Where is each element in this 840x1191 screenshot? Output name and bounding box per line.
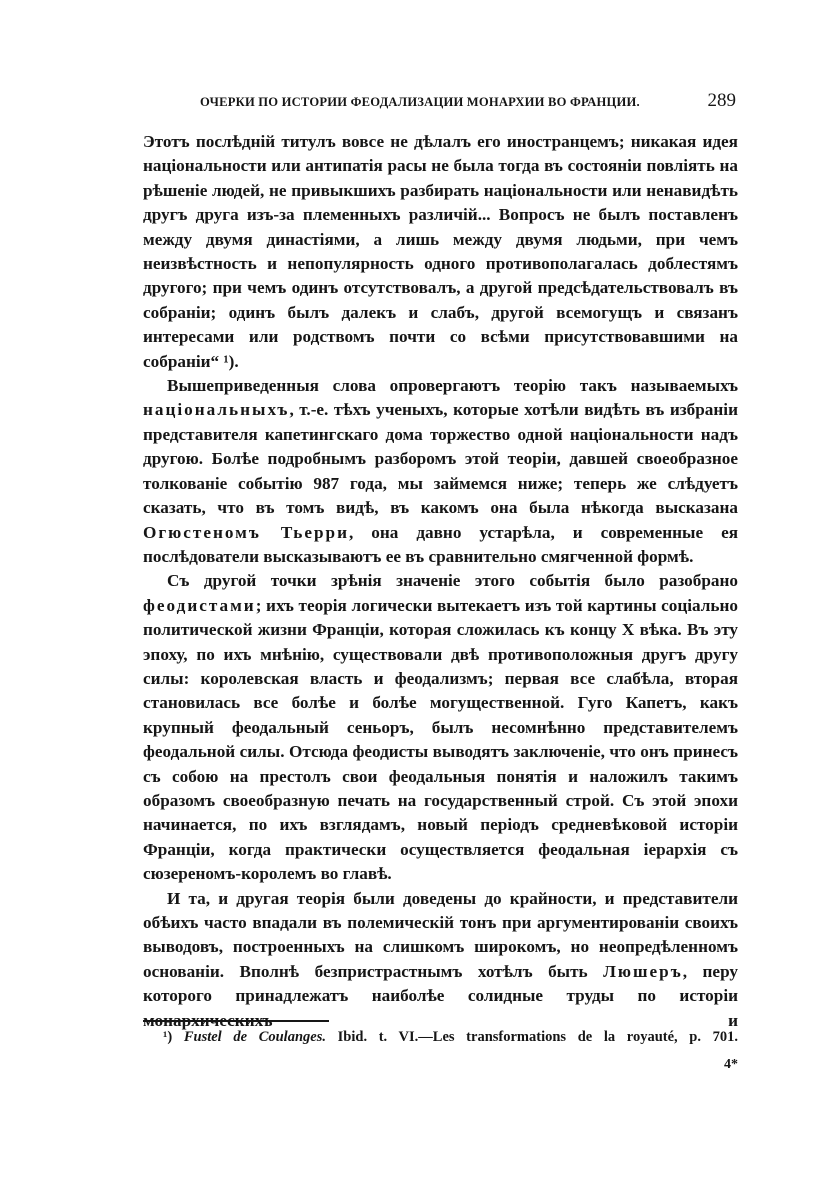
page-number: 289 [707,90,736,111]
footnote [163,1029,738,1046]
paragraph-text: И та, и другая теорія были доведены до крайности, и представители обѣихъ часто впадали въ полемическій тонъ при аргументированіи своихъ выводовъ, построенныхъ на слишкомъ широкомъ, но неопредѣленномъ основаніи. Вполнѣ безпристрастнымъ хотѣлъ быть [143,888,738,981]
paragraph-feudists [143,569,738,886]
paragraph-text: Этотъ послѣдній титулъ вовсе не дѣлалъ его иностранцемъ; никакая идея національности или антипатія расы не была тогда въ состояніи повліять на рѣшеніе людей, не привыкшихъ разбирать національности или ненавидѣть другъ друга изъ-за племенныхъ различій... Вопросъ не былъ поставленъ между двумя династіями, а лишь между двумя людьми, при чемъ неизвѣстность и непопулярность одного противополагалась доблестямъ другого; при чемъ одинъ отсутствовалъ, а другой предсѣдательствовалъ въ собраніи; одинъ былъ далекъ и слабъ, другой всемогущъ и связанъ интересами или родствомъ почти со всѣми присутствовавшими на собраніи“ ¹). [143,132,738,371]
footnote-divider [143,1020,329,1022]
main-text [143,130,738,1033]
footnote-marker: ¹) [163,1029,173,1045]
spaced-name: Огюстеномъ Тьерри [143,522,350,542]
paragraph-text: Вышеприведенныя слова опровергаютъ теорію такъ называемыхъ [167,376,738,396]
footnote-author: Fustel de Coulanges. [183,1029,326,1045]
spaced-term: феодистами [143,595,256,615]
spaced-term: національныхъ [143,400,290,420]
spaced-name: Люшеръ [603,961,683,981]
printer-signature: 4* [724,1057,738,1072]
paragraph-text: Съ другой точки зрѣнія значеніе этого событія было разобрано [167,571,738,591]
running-header [143,92,738,116]
paragraph-text: , она давно устарѣла, и современные ея послѣдователи высказываютъ ее въ сравнительно смягченной формѣ. [143,522,738,566]
paragraph-text: ; ихъ теорія логически вытекаетъ изъ той картины соціально политической жизни Франціи, которая сложилась къ концу X вѣка. Въ эту эпоху, по ихъ мнѣнію, существовали двѣ противоположныя другъ другу силы: королевская власть и феодализмъ; первая все слабѣла, вторая становилась все болѣе и болѣе могущественной. Гуго Капетъ, какъ крупный феодальный сеньоръ, былъ несомнѣнно представителемъ феодальной силы. Отсюда феодисты выводятъ заключеніе, что онъ принесъ съ собою на престолъ свои феодальныя понятія и наложилъ такимъ образомъ своеобразную печать на государственный строй. Съ этой эпохи начинается, по ихъ взглядамъ, новый періодъ средневѣковой исторіи Франціи, когда практически осуществляется феодальная іерархія съ сюзереномъ-королемъ во главѣ. [143,595,738,884]
footnote-text: Ibid. t. VI.—Les transformations de la royauté, p. 701. [337,1029,739,1045]
paragraph-luchaire [143,887,738,1033]
paragraph-nationalists [143,374,738,569]
running-title: ОЧЕРКИ ПО ИСТОРИИ ФЕОДАЛИЗАЦИИ МОНАРХИИ ВО ФРАНЦИИ. [200,95,640,109]
paragraph-text: , перу которого принадлежатъ наиболѣе солидные труды по исторіи монархическихъ и [143,961,738,1030]
paragraph-text: , т.-е. тѣхъ ученыхъ, которые хотѣли видѣть въ избраніи представителя капетингскаго дома торжество одной національности надъ другою. Болѣе подробнымъ разборомъ этой теоріи, давшей своеобразное толкованіе событію 987 года, мы займемся ниже; теперь же слѣдуетъ сказать, что въ томъ видѣ, въ какомъ она была нѣкогда высказана [143,400,738,518]
paragraph-quote-end [143,130,738,374]
